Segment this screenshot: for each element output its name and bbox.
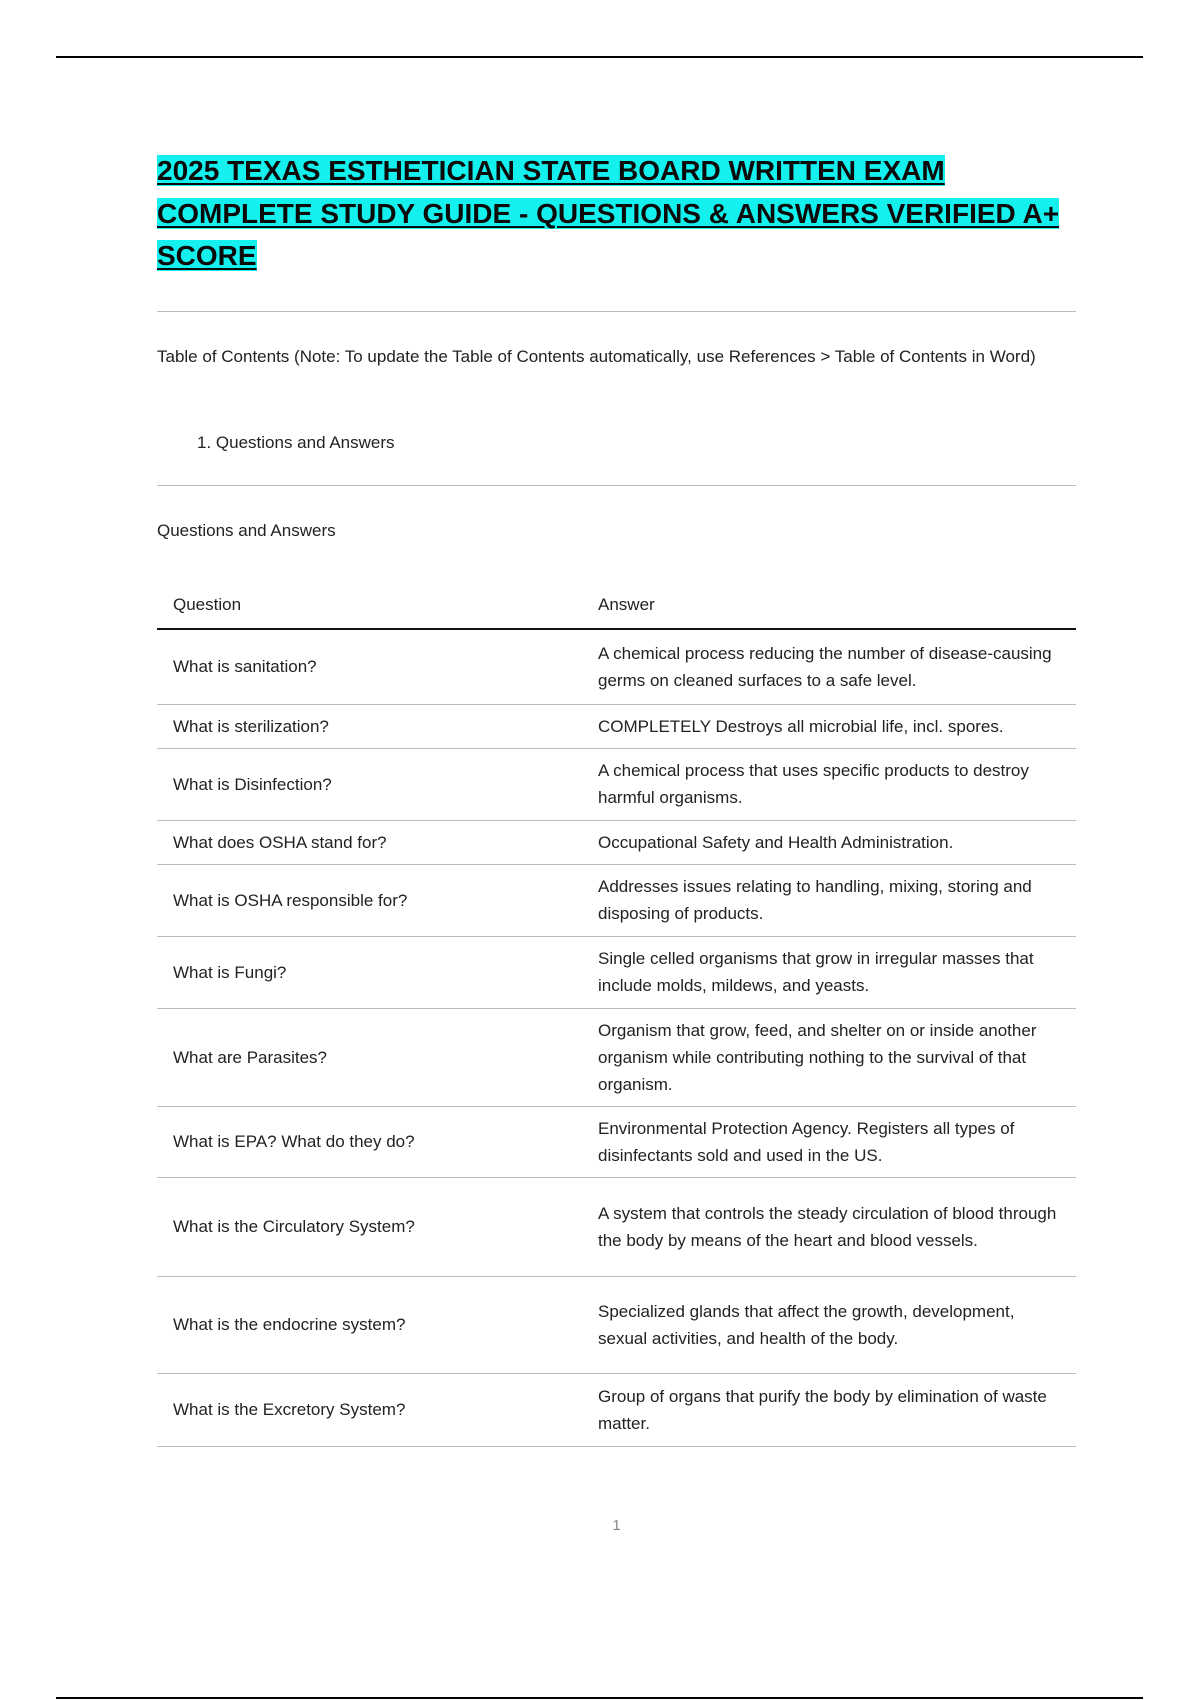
question-cell: What is sterilization?	[157, 704, 582, 748]
page-number: 1	[612, 1517, 621, 1534]
table-row	[157, 1008, 1076, 1106]
question-cell: What is Fungi?	[157, 936, 582, 1008]
question-cell: What are Parasites?	[157, 1008, 582, 1106]
question-cell: What is EPA? What do they do?	[157, 1106, 582, 1177]
answer-cell: Occupational Safety and Health Administration.	[582, 820, 1076, 864]
question-cell: What is the Circulatory System?	[157, 1177, 582, 1276]
table-row	[157, 1106, 1076, 1177]
divider	[157, 311, 1076, 312]
question-cell: What is the endocrine system?	[157, 1276, 582, 1373]
column-header-question: Question	[157, 580, 582, 629]
question-cell: What does OSHA stand for?	[157, 820, 582, 864]
answer-cell: A chemical process reducing the number of disease-causing germs on cleaned surfaces to a safe level.	[582, 629, 1076, 704]
table-row	[157, 1276, 1076, 1373]
section-heading: Questions and Answers	[157, 521, 336, 540]
table-row	[157, 704, 1076, 748]
table-row	[157, 748, 1076, 820]
document-title	[157, 150, 1076, 278]
answer-cell: Specialized glands that affect the growth, development, sexual activities, and health of the body.	[582, 1276, 1076, 1373]
toc-item-questions-and-answers[interactable]: 1. Questions and Answers	[197, 433, 395, 452]
table-row	[157, 936, 1076, 1008]
question-cell: What is Disinfection?	[157, 748, 582, 820]
answer-cell: Group of organs that purify the body by elimination of waste matter.	[582, 1373, 1076, 1446]
table-row	[157, 820, 1076, 864]
divider	[157, 485, 1076, 486]
table-row	[157, 1177, 1076, 1276]
answer-cell: Addresses issues relating to handling, mixing, storing and disposing of products.	[582, 864, 1076, 936]
answer-cell: A chemical process that uses specific products to destroy harmful organisms.	[582, 748, 1076, 820]
toc-note: Table of Contents (Note: To update the Table of Contents automatically, use References > Table of Contents in Word)	[157, 347, 1036, 366]
table-row	[157, 629, 1076, 704]
page-content	[157, 150, 1076, 1433]
table-header-row	[157, 580, 1076, 629]
question-cell: What is the Excretory System?	[157, 1373, 582, 1446]
answer-cell: Environmental Protection Agency. Registers all types of disinfectants sold and used in the US.	[582, 1106, 1076, 1177]
answer-cell: Single celled organisms that grow in irregular masses that include molds, mildews, and yeasts.	[582, 936, 1076, 1008]
answer-cell: Organism that grow, feed, and shelter on or inside another organism while contributing nothing to the survival of that organism.	[582, 1008, 1076, 1106]
question-cell: What is sanitation?	[157, 629, 582, 704]
page-bottom-rule	[56, 1697, 1143, 1699]
qa-table	[157, 580, 1076, 1447]
table-row	[157, 864, 1076, 936]
page-top-rule	[56, 56, 1143, 58]
column-header-answer: Answer	[582, 580, 1076, 629]
table-row	[157, 1373, 1076, 1446]
document-title-text: 2025 TEXAS ESTHETICIAN STATE BOARD WRITTEN EXAM COMPLETE STUDY GUIDE - QUESTIONS & ANSWERS VERIFIED A+ SCORE	[157, 155, 1060, 271]
answer-cell: COMPLETELY Destroys all microbial life, incl. spores.	[582, 704, 1076, 748]
question-cell: What is OSHA responsible for?	[157, 864, 582, 936]
answer-cell: A system that controls the steady circulation of blood through the body by means of the heart and blood vessels.	[582, 1177, 1076, 1276]
